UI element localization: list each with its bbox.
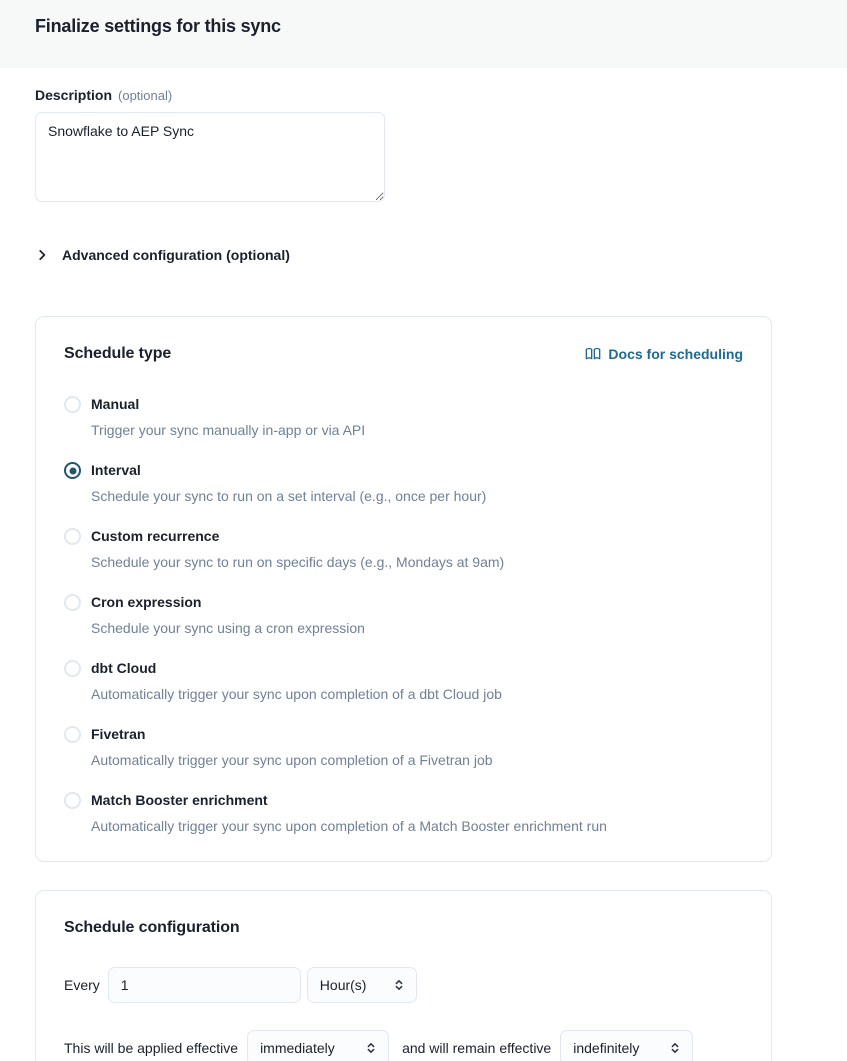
open-book-icon — [585, 346, 601, 362]
docs-for-scheduling-link[interactable] — [585, 346, 743, 362]
schedule-option-dbt-cloud — [64, 660, 743, 703]
remain-prefix-label: and will remain effective — [402, 1040, 552, 1056]
schedule-type-options — [64, 396, 743, 835]
up-down-chevrons-icon — [392, 978, 406, 992]
schedule-type-title: Schedule type — [64, 345, 172, 362]
advanced-configuration-toggle[interactable] — [35, 247, 772, 263]
interval-unit-select[interactable] — [307, 967, 417, 1003]
option-label-cron-expression[interactable]: Cron expression — [91, 594, 202, 610]
option-label-dbt-cloud[interactable]: dbt Cloud — [91, 660, 157, 676]
docs-link-label: Docs for scheduling — [608, 346, 743, 362]
radio-custom-recurrence[interactable] — [64, 528, 81, 545]
option-label-manual[interactable]: Manual — [91, 396, 140, 412]
interval-value-input[interactable] — [108, 967, 301, 1003]
option-desc-match-booster: Automatically trigger your sync upon completion of a Match Booster enrichment run — [91, 818, 607, 834]
schedule-option-cron-expression — [64, 594, 743, 637]
radio-cron-expression[interactable] — [64, 594, 81, 611]
schedule-option-match-booster — [64, 792, 743, 835]
every-label: Every — [64, 977, 100, 993]
advanced-configuration-label: Advanced configuration (optional) — [62, 247, 290, 263]
schedule-option-custom-recurrence — [64, 528, 743, 571]
option-desc-custom-recurrence: Schedule your sync to run on specific days (e.g., Mondays at 9am) — [91, 554, 505, 570]
option-desc-cron-expression: Schedule your sync using a cron expression — [91, 620, 365, 636]
schedule-configuration-card — [35, 890, 772, 1061]
radio-manual[interactable] — [64, 396, 81, 413]
option-desc-manual: Trigger your sync manually in-app or via API — [91, 422, 366, 438]
page-title: Finalize settings for this sync — [35, 16, 281, 36]
radio-fivetran[interactable] — [64, 726, 81, 743]
page-header — [0, 0, 847, 68]
schedule-configuration-title: Schedule configuration — [64, 919, 240, 936]
effective-prefix-label: This will be applied effective — [64, 1040, 239, 1056]
schedule-type-card — [35, 316, 772, 862]
option-desc-interval: Schedule your sync to run on a set interval (e.g., once per hour) — [91, 488, 487, 504]
radio-dbt-cloud[interactable] — [64, 660, 81, 677]
schedule-option-manual — [64, 396, 743, 439]
up-down-chevrons-icon — [668, 1041, 682, 1055]
option-label-fivetran[interactable]: Fivetran — [91, 726, 146, 742]
option-desc-dbt-cloud: Automatically trigger your sync upon completion of a dbt Cloud job — [91, 686, 502, 702]
description-optional-hint: (optional) — [118, 88, 173, 103]
description-input[interactable] — [35, 112, 385, 202]
schedule-option-fivetran — [64, 726, 743, 769]
description-field-block — [35, 87, 772, 207]
up-down-chevrons-icon — [364, 1041, 378, 1055]
option-desc-fivetran: Automatically trigger your sync upon completion of a Fivetran job — [91, 752, 493, 768]
option-label-interval[interactable]: Interval — [91, 462, 141, 478]
option-label-custom-recurrence[interactable]: Custom recurrence — [91, 528, 220, 544]
interval-row — [64, 967, 743, 1003]
effective-start-select[interactable] — [247, 1030, 389, 1061]
description-label: Description — [35, 87, 113, 103]
schedule-option-interval — [64, 462, 743, 505]
chevron-right-icon — [35, 248, 49, 262]
effective-start-value: immediately — [260, 1040, 335, 1056]
main-content — [0, 87, 847, 1061]
effective-end-select[interactable] — [560, 1030, 693, 1061]
radio-match-booster[interactable] — [64, 792, 81, 809]
radio-interval[interactable] — [64, 462, 81, 479]
effective-row — [64, 1030, 743, 1061]
interval-unit-value: Hour(s) — [319, 977, 367, 993]
effective-end-value: indefinitely — [573, 1040, 640, 1056]
option-label-match-booster[interactable]: Match Booster enrichment — [91, 792, 268, 808]
